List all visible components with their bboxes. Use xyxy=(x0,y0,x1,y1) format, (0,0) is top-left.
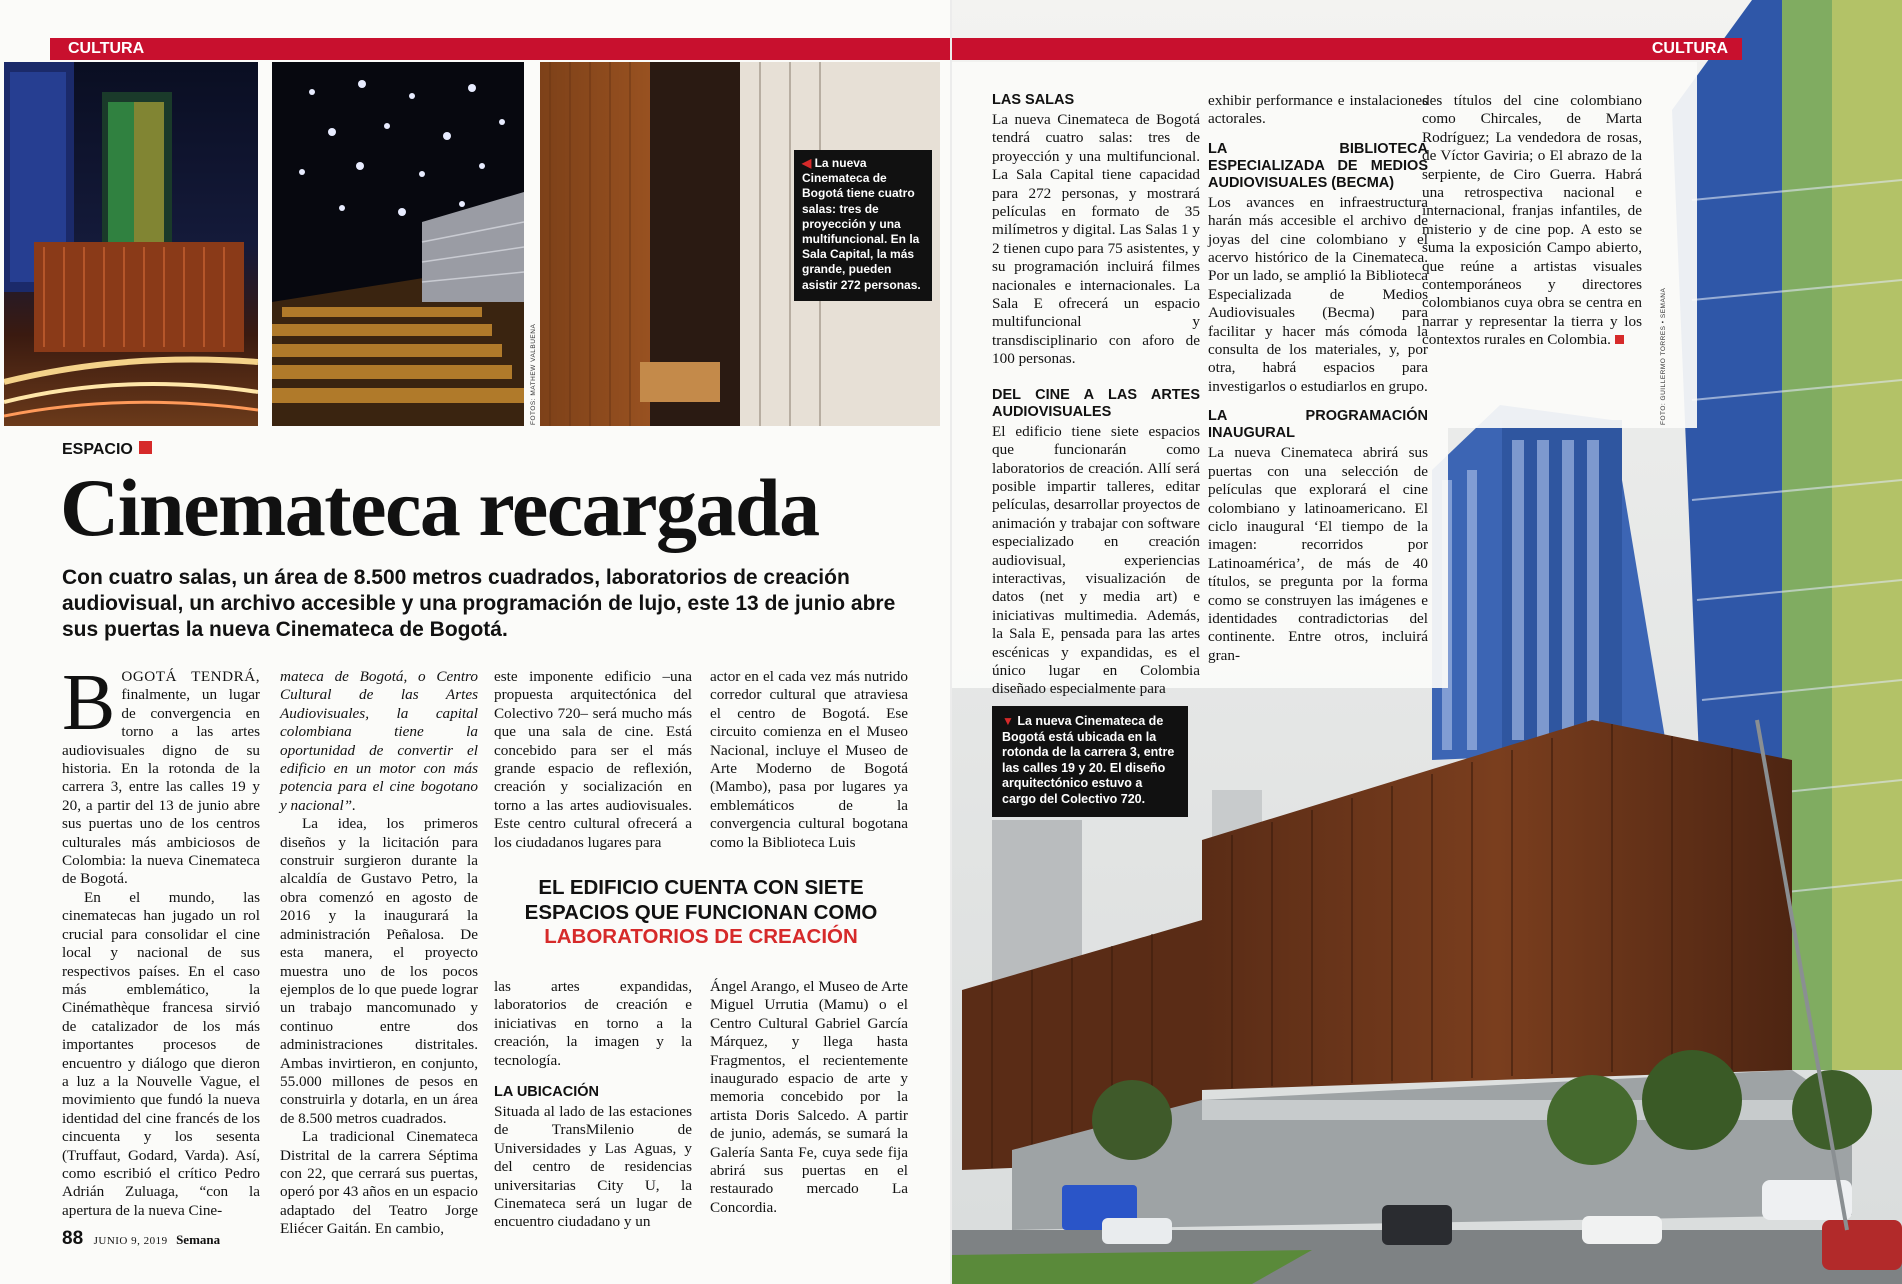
paragraph: La tradicional Cinemateca Distrital de la carrera Séptima con 22, que cerrará sus puertas, operó por 43 años en un espacio adaptado del Teatro Jorge Eliécer Gaitán. En cambio, xyxy=(280,1128,478,1238)
column-3-bottom xyxy=(494,978,692,1232)
paragraph: Ángel Arango, el Museo de Arte Miguel Urrutia (Mamu) o el Centro Cultural Gabriel García Márquez, y llega hasta Fragmentos, el recientemente inaugurado espacio de arte y memoria concebido por la artista Doris Salcedo. A partir de junio, además, se sumará la Galería Santa Fe, cuya sede fija abrirá sus puertas en el restaurado mercado La Concordia. xyxy=(710,978,908,1216)
column-7 xyxy=(1422,92,1642,350)
issue-date: JUNIO 9, 2019 xyxy=(93,1235,168,1247)
column-4-top xyxy=(710,668,908,852)
paragraph: Situada al lado de las estaciones de TransMilenio de Universidades y Las Aguas, y del centro de residencias universitarias City U, la Cinemateca será un lugar de encuentro ciudadano y un xyxy=(494,1103,692,1231)
magazine-name: Semana xyxy=(176,1232,221,1247)
theater-illustration xyxy=(272,62,524,426)
photo-credit-right: FOTO: GUILLERMO TORRES • SEMANA xyxy=(1660,287,1667,425)
section-label-right: CULTURA xyxy=(952,38,1742,60)
paragraph: El edificio tiene siete espacios que funcionarán como laboratorios de creación. Allí será posible impartir talleres, editar películas, desarrollar proyectos de animación y trabajar con software especializado en creación audiovisual, experiencias interactivas, visualización de datos (net y media art) e iniciativas multimedia. Además, la Sala E, pensada para las artes escénicas y expandidas, es el único lugar en Colombia diseñado especialmente para xyxy=(992,422,1200,698)
lead-paragraph: BOGOTÁ TENDRÁ, finalmente, un lugar de convergencia en torno a las artes audiovisuales digno de su historia. En la rotonda de la carrera 3, entre las calles 19 y 20, a partir del 13 de junio abre sus puertas uno de los centros culturales más ambiciosos de Colombia: la nueva Cinemateca de Bogotá. xyxy=(62,659,260,888)
page-number: 88 xyxy=(62,1228,84,1249)
pull-quote: EL EDIFICIO CUENTA CON SIETE ESPACIOS QUE FUNCIONAN COMO LABORATORIOS DE CREACIÓN xyxy=(524,876,878,948)
paragraph: La nueva Cinemateca de Bogotá tendrá cuatro salas: tres de proyección y una multifuncional. La Sala Capital tiene capacidad para 272 personas, y mostrará películas en formato de 35 milímetros y digital. Las Salas 1 y 2 tienen cupo para 75 asistentes, y su programación incluirá filmes nacionales e internacionales. La Sala E ofrecerá un espacio multifuncional y transdisciplinario con aforo de 100 personas. xyxy=(992,111,1200,368)
dek: Con cuatro salas, un área de 8.500 metros cuadrados, laboratorios de creación audiovisual, un archivo accesible y una programación de lujo, este 13 de junio abre sus puertas la nueva Cinemateca de Bogotá. xyxy=(62,566,896,641)
section-label-left: CULTURA xyxy=(50,38,950,60)
photo-night-exterior xyxy=(4,62,258,426)
caption-triangle-down-icon: ▼ xyxy=(1002,714,1014,728)
subhead-ubicacion: LA UBICACIÓN xyxy=(494,1084,599,1101)
paragraph: La nueva Cinemateca abrirá sus puertas con una selección de películas que explorará el cine colombiano y latinoamericano. El ciclo inaugural ‘El tiempo de la imagen: recorridos por Latinoamérica’, de más de 40 títulos, se pregunta por la forma como se construyen las imágenes e identidades contradictorias del continente. Entre otros, incluirá gran- xyxy=(1208,444,1428,664)
quote-continuation: mateca de Bogotá, o Centro Cultural de las Artes Audiovisuales, la capital colombiana tiene la oportunidad de convertir el edificio en un motor con más potencia para el cine bogotano y nacional”. xyxy=(280,668,478,814)
subhead-programacion: LA PROGRAMACIÓN INAUGURAL xyxy=(1208,408,1428,442)
column-5 xyxy=(992,92,1200,699)
caption-salas: ◀ La nueva Cinemateca de Bogotá tiene cuatro salas: tres de proyección y una multifuncional. En la Sala Capital, la más grande, pueden asistir 272 personas. xyxy=(794,150,932,301)
photo-credit-left: FOTOS: MATHEW VALBUENA xyxy=(530,323,537,425)
column-2 xyxy=(280,668,478,1239)
caption-ubicacion: ▼ La nueva Cinemateca de Bogotá está ubicada en la rotonda de la carrera 3, entre las calles 19 y 20. El diseño arquitectónico estuvo a cargo del Colectivo 720. xyxy=(992,706,1188,817)
paragraph: este imponente edificio –una propuesta arquitectónica del Colectivo 720– será mucho más que una sala de cine. Está concebido para ser el más grande espacio de reflexión, creación y socialización en torno a las artes audiovisuales. Este centro cultural ofrecerá a los ciudadanos lugares para xyxy=(494,668,692,851)
column-4-bottom xyxy=(710,978,908,1217)
left-page xyxy=(0,0,950,1284)
right-page xyxy=(952,0,1902,1284)
kicker: ESPACIO xyxy=(62,441,152,459)
paragraph: En el mundo, las cinematecas han jugado un rol crucial para consolidar el cine local y nacional de sus respectivos países. En el caso más emblemático, la Cinémathèque francesa sirvió de catalizador de los más importantes procesos de encuentro y diálogo que dieron a luz a la Nouvelle Vague, el movimiento que fundó la nueva identidad del cine francés de los cincuenta y los sesenta (Truffaut, Godard, Varda). Así, como escribió el crítico Pedro Adrián Zuluaga, “con la apertura de la nueva Cine- xyxy=(62,888,260,1219)
caption-triangle-icon: ◀ xyxy=(802,156,812,170)
column-3-top xyxy=(494,668,692,852)
paragraph: actor en el cada vez más nutrido corredor cultural que atraviesa el centro de Bogotá. Ese circuito comienza en el Museo Nacional, incluye el Museo de Arte Moderno de Bogotá (Mambo), pasa por lugares ya emblemáticos de la convergencia cultural bogotana como la Biblioteca Luis xyxy=(710,668,908,851)
subhead-cine: DEL CINE A LAS ARTES AUDIOVISUALES xyxy=(992,386,1200,420)
end-mark-icon xyxy=(1615,335,1624,344)
night-exterior-illustration xyxy=(4,62,258,426)
paragraph: des títulos del cine colombiano como Chircales, de Marta Rodríguez; La vendedora de rosas, de Víctor Gaviria; o El abrazo de la serpiente, de Ciro Guerra. Habrá una retrospectiva nacional e internacional, franjas infantiles, de misterio y de cine pop. A esto se suma la exposición Campo abierto, que reúne a artistas visuales contemporáneos y directores colombianos cuya obra se centra en narrar y representar la tierra y los contextos rurales en Colombia. xyxy=(1422,92,1642,349)
subhead-biblioteca: LA BIBLIOTECA ESPECIALIZADA DE MEDIOS AUDIOVISUALES (BECMA) xyxy=(1208,140,1428,191)
headline: Cinemateca recargada xyxy=(60,462,819,553)
subhead-salas: LAS SALAS xyxy=(992,92,1075,108)
paragraph: las artes expandidas, laboratorios de creación e iniciativas en torno a la creación, la imagen y la tecnología. xyxy=(494,978,692,1069)
column-6 xyxy=(1208,92,1428,665)
paragraph: La idea, los primeros diseños y la licitación para construir surgieron durante la alcaldía de Gustavo Petro, la obra comenzó en agosto de 2016 y la inaugurará la administración Peñalosa. De esta manera, el proyecto muestra uno de los pocos ejemplos de lo que puede lograr un trabajo mancomunado y continuo entre dos administraciones distritales. Ambas invirtieron, en conjunto, 55.000 millones de pesos en construirla y dotarla, en un área de 8.500 metros cuadrados. xyxy=(280,815,478,1127)
paragraph: Los avances en infraestructura harán más accesible el archivo de joyas del cine colombiano y el acervo histórico de la Cinemateca. Por un lado, se amplió la Biblioteca Especializada de Medios Audiovisuales (Becma) para facilitar y hacer más cómoda la consulta de los materiales, y, por otra, habrá espacios para investigarlos o estudiarlos en grupo. xyxy=(1208,193,1428,395)
kicker-square-icon xyxy=(139,441,152,454)
footer xyxy=(62,1228,220,1250)
column-1 xyxy=(62,659,260,1220)
dropcap: B xyxy=(62,659,116,747)
photo-theater xyxy=(272,62,524,426)
paragraph: exhibir performance e instalaciones actorales. xyxy=(1208,92,1428,128)
